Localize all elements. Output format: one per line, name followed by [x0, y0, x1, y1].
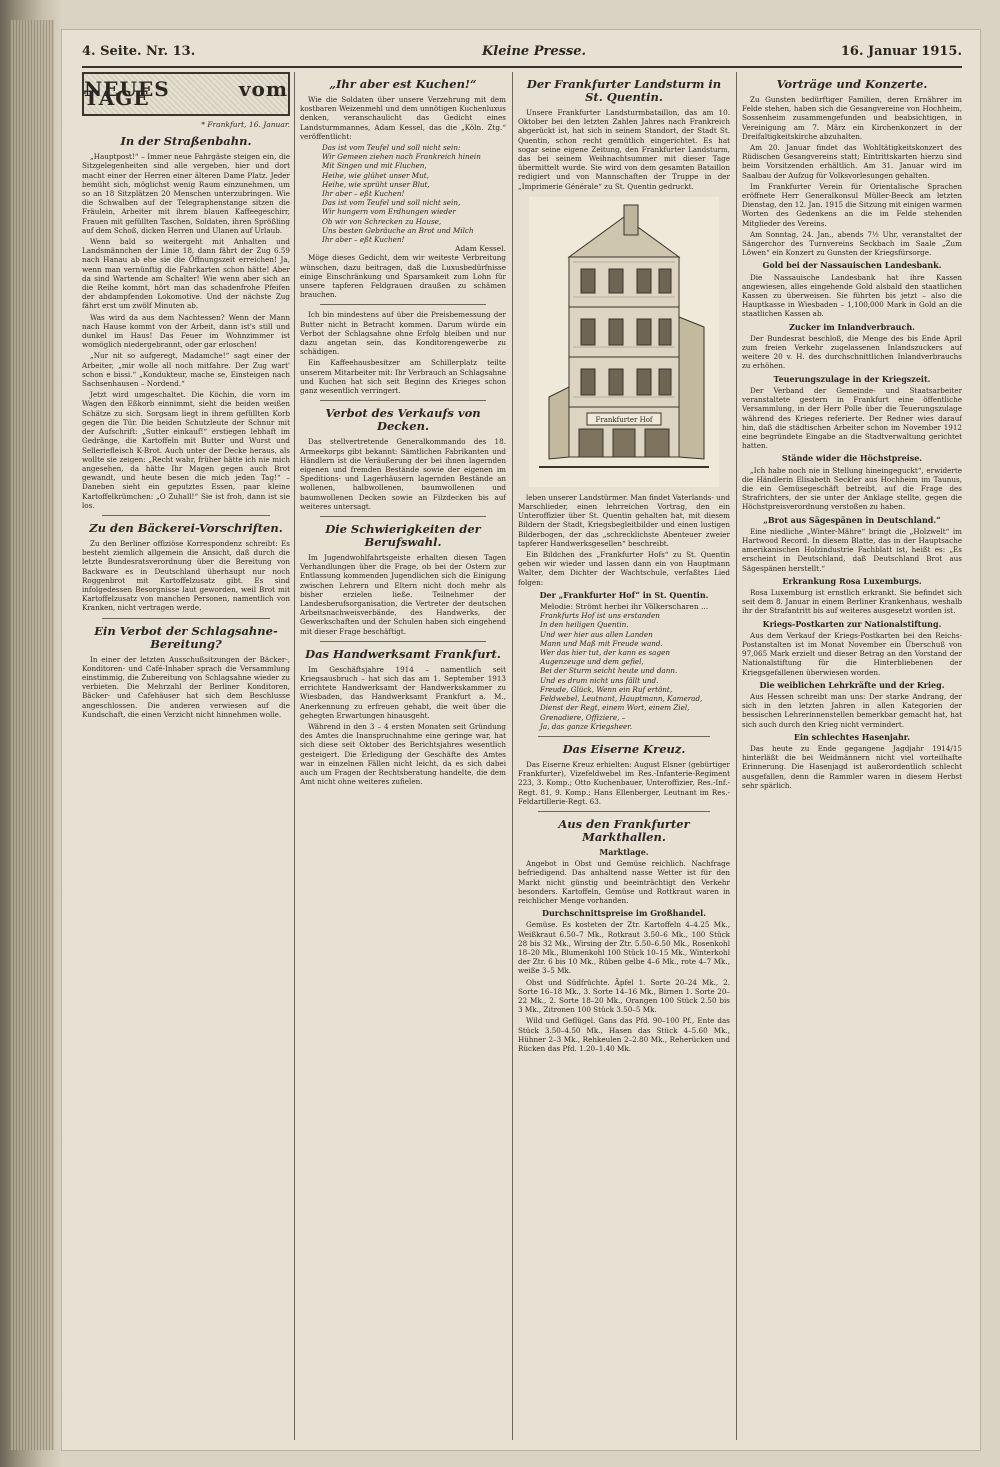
article-paragraph: Ein Bildchen des „Frankfurter Hofs“ zu St. Quentin geben wir wieder und lassen dann ein von Hauptmann Walter, dem Dichter der Wachtschule, verfaßtes Lied folgen:: [518, 550, 730, 587]
poem-line: Ihr aber – eßt Kuchen!: [322, 235, 405, 245]
song: [518, 611, 730, 731]
article-paragraph: Im Frankfurter Verein für Orientalische Sprachen eröffnete Herr Generalkonsul Müller-Beeck am letzten Dienstag, den 12. Jan. 1915 die Sitzung mit einigen warmen Worten des Gedenkens an die im Felde stehenden Mitglieder des Vereins.: [742, 181, 962, 228]
article-subheadline: Zucker im Inlandverbrauch.: [789, 321, 915, 332]
column-rule: [294, 72, 295, 1440]
article-paragraph: Im Jugendwohlfahrtsgeiste erhalten diesen Tagen Verhandlungen über die Frage, ob bei der Ostern zur Entlassung kommenden Jugendlichen sich die Einigung zwischen Lehrern und Eltern nicht doch mehr als bisher erzielen ließe. Teilnehmer der Landesberufsorganisation, die Vertreter der deutschen Arbeitsnachweisverbände, des Handwerks, der Gewerkschaften und der Schulen haben sich eingehend mit dieser Frage beschäftigt.: [300, 552, 506, 636]
article-paragraph: Was wird da aus dem Nachtessen? Wenn der Mann nach Hause kommt von der Arbeit, dann ist's still und dunkel im Haus! Das Feuer im Wohnzimmer ist womöglich niedergebrannt, oder gar erloschen!: [82, 312, 290, 350]
book-binding: [0, 0, 62, 1467]
column-4: [742, 72, 962, 1440]
article-paragraph: Ich bin mindestens auf über die Preisbemessung der Butter nicht in Betracht kommen. Darum würde ein Verbot der Schlagsahne ohne Erfolg bleiben und nur dazu angetan sein, das Konditorengewerbe zu schädigen.: [300, 310, 506, 357]
divider: [538, 736, 710, 737]
song-line: Mann und Maß mit Freude wand.: [540, 638, 663, 648]
poem-line: Uns besten Gebräuche an Brot und Milch: [322, 225, 474, 235]
article-headline: Verbot des Verkaufs von Decken.: [325, 406, 481, 434]
article-headline: Zu den Bäckerei-Vorschriften.: [89, 520, 283, 535]
building-illustration: [529, 197, 719, 487]
article-paragraph: Wie die Soldaten über unsere Verzehrung mit dem kostbaren Weizenmehl und dem unnötigen Kuchenluxus denken, veranschaulicht das Gedicht eines Landsturmmannes, Adam Kessel, das die „Köln. Ztg.“ veröffentlicht:: [300, 95, 506, 141]
article-headline: Das Handwerksamt Frankfurt.: [305, 646, 501, 661]
song-line: Feldwebel, Leutnant, Hauptmann, Kamerad,: [540, 694, 703, 704]
article-paragraph: „Ich habe noch nie in Stellung hineingeguckt“, erwiderte die Händlerin Elisabeth Seckler aus Hochheim im Taunus, die ein Gemüsegeschäft betreibt, auf die Frage des Strafrichters, der sie unter der Anklage stellte, gegen die Höchstpreisverordnung verstoßen zu haben.: [742, 465, 962, 512]
article-headline: Vorträge und Konzerte.: [776, 77, 928, 91]
article-paragraph: Der Bundesrat beschloß, die Menge des bis Ende April zum freien Verkehr zugelassenen Inlandszuckers auf weitere 20 v. H. des durchschnittlichen Inlandverbrauchs zu erhöhen.: [742, 333, 962, 371]
page-stack-edge: [10, 20, 54, 1450]
song-line: Freude, Glück, Wenn ein Ruf ertönt,: [540, 684, 673, 694]
column-1: [82, 72, 290, 1440]
song-melody: Melodie: Strömt herbei ihr Völkerscharen ...: [539, 602, 709, 612]
article-headline: Der Frankfurter Landsturm in St. Quentin.: [526, 77, 722, 104]
divider: [102, 618, 270, 619]
divider: [102, 515, 270, 516]
article-headline: Das Eiserne Kreuz.: [562, 741, 686, 756]
poem-line: Wir hungern vom Erdhungen wieder: [322, 207, 456, 217]
article-paragraph: Zu den Berliner offiziöse Korrespondenz schreibt: Es besteht ziemlich allgemein die Ansicht, daß durch die letzte Bundesratsverordnung über die Bereitung von Backware es in Deutschland überhaupt nur noch Roggenbrot mit Kartoffelzusatz gibt. Es sind infolgedessen Besorgnisse laut geworden, weil Brot mit Kartoffelzusatz von manchen Personen, namentlich von Kranken, nicht vertragen werde.: [82, 538, 290, 613]
article-paragraph: Das heute zu Ende gegangene Jagdjahr 1914/15 hinterläßt die bei Weidmännern nicht viel vorteilhafte Erinnerung. Die Hasenjagd ist außerordentlich schlecht ausgefallen, denn die Rammler waren in diesem Herbst sehr spärlich.: [742, 744, 962, 790]
article-subheadline: Gold bei der Nassauischen Landesbank.: [762, 260, 942, 271]
article-paragraph: Das stellvertretende Generalkommando des 18. Armeekorps gibt bekannt: Sämtlichen Fabrikanten und Händlern ist die Veräußerung der bei ihnen lagernden eigenen und fremden Bestände sowie der eigenen im Speditions- und Lagerhäusern lagernden Bestände an wollenen, halbwollenen, baumwollenen und baumwollenen Decken sowie an Filzdecken bis auf weiteres untersagt.: [300, 437, 506, 511]
poem-signature: Adam Kessel.: [455, 244, 506, 254]
article-paragraph: Gemüse. Es kosteten der Ztr. Kartoffeln 4–4.25 Mk., Weißkraut 6.50–7 Mk., Rotkraut 3.50–6 Mk., 100 Stück 28 bis 32 Mk., Wirsing der Ztr. 5.50–6.50 Mk., Rosenkohl 18–20 Mk., Blumenkohl 100 Stück 10–15 Mk., Winterkohl der Ztr. 6 bis 10 Mk., Rüben gelbe 4–6 Mk., rote 4–7 Mk., weiße 3–5 Mk.: [518, 920, 730, 976]
song-title: Der „Frankfurter Hof“ in St. Quentin.: [539, 589, 709, 600]
divider: [320, 304, 486, 305]
section-subhead: Durchschnittspreise im Großhandel.: [542, 908, 706, 919]
article-paragraph: Am 20. Januar findet das Wohltätigkeitskonzert des Rüdischen Gesangvereins statt; Eintrittskarten hierzu sind beim Vorsitzenden erhältlich. Am 31. Januar wird im Saalbau der Aufzug für Volksvorlesungen gehalten.: [742, 143, 962, 180]
article-paragraph: Das Eiserne Kreuz erhielten: August Elsner (gebürtiger Frankfurter), Vizefeldwebel im Res.-Infanterie-Regiment 223, 3. Komp.; Otto Kuchenbauer, Unteroffizier, Res.-Inf.-Regt. 81, 9. Komp.; Hans Ellenberger, Leutnant im Res.-Feldartillerie-Regt. 63.: [518, 759, 730, 806]
column-3: [518, 72, 730, 1440]
article-paragraph: Jetzt wird umgeschaltet. Die Köchin, die vorn im Wagen den Eßkorb einnimmt, sieht die beiden weißen Schätze zu sich. Sorgsam liegt in ihrem gefüllten Korb gegen die Tür. Die beiden Schutzleute der Schnur mit der Aufschrift: „Sutter einkauf!“ erstiegen lebhaft im Gedränge, die Kartoffeln mit Butter und Wurst und Selleriefleisch K-Brot. Auch unter der Decke heraus, als wollte sie zeigen: „Recht wahr, früher hätte ich nie mich angesehen, da hätte Ihr Magen gegen auch Brot gewandt, und heute besen die mich jeden Tag!“ – Daneben sieht ein geputztes Essen, paar kleine Kartoffelkrümchen: „O Zuhall!“ Sie ist froh, dann ist sie los.: [82, 390, 290, 510]
article-headline: Ein Verbot der Schlagsahne-Bereitung?: [94, 623, 278, 651]
poem-line: Das ist vom Teufel und soll nicht sein:: [322, 143, 461, 153]
article-paragraph: Möge dieses Gedicht, dem wir weiteste Verbreitung wünschen, dazu beitragen, daß die Luxusbedürfnisse einige Einschränkung und Sparsamkeit zum Lohn für unsere tapferen Feldgrauen draußen zu schämen brauchen.: [300, 253, 506, 300]
header-page-number: 4. Seite. Nr. 13.: [82, 44, 196, 59]
song-line: In den heiligen Quentin.: [540, 620, 629, 630]
divider: [538, 811, 710, 812]
article-paragraph: Während in den 3 – 4 ersten Monaten seit Gründung des Amtes die Inanspruchnahme eine geringe war, hat sich diese seit Oktober des Berichtsjahres wesentlich gesteigert. Die Erledigung der Geschäfte des Amtes war in einzelnen Fällen nicht leicht, da es sich dabei auch um Fragen der Rechtsberatung handelte, die dem Amt nicht ohne weiteres zufielen.: [300, 721, 506, 787]
article-paragraph: Obst und Südfrüchte. Äpfel 1. Sorte 20–24 Mk., 2. Sorte 16–18 Mk., 3. Sorte 14–16 Mk., Birnen 1. Sorte 20–22 Mk., 2. Sorte 18–20 Mk., Orangen 100 Stück 2.50 bis 3 Mk., Zitronen 100 Stück 3.50–5 Mk.: [518, 977, 730, 1015]
song-line: Und es drum nicht uns fällt und.: [540, 675, 659, 685]
article-paragraph: Unsere Frankfurter Landsturmbataillon, das am 10. Oktober bei den letzten Zahlen Jahres nach Frankreich abgerückt ist, hat sich in seinem Standort, der Stadt St. Quentin, schon recht gemütlich eingerichtet. Es hat sogar seine eigene Zeitung, den Frankfurter Landsturm, das bei seinem Weihnachtsummer mit dieser Tage übermittelt wurde. Sie wird von dem gesamten Bataillon redigiert und von Mannschaften der Truppe in der „Imprimerie Générale“ zu St. Quentin gedruckt.: [518, 108, 730, 191]
building-drawing: [529, 197, 719, 487]
article-subheadline: Teuerungszulage in der Kriegszeit.: [773, 373, 931, 384]
poem-line: Ob wir von Schrecken zu Hause,: [322, 216, 442, 226]
article-headline: In der Straßenbahn.: [120, 134, 252, 149]
divider: [320, 641, 486, 642]
song-line: Dienst der Regt, einem Wort, einem Ziel,: [540, 703, 690, 713]
article-paragraph: Ein Kaffeehausbesitzer am Schillerplatz teilte unserem Mitarbeiter mit: Ihr Verbrauch an Schlagsahne und Kuchen hat sich seit Beginn des Krieges schon ganz wesentlich verringert.: [300, 358, 506, 396]
article-subheadline: Ein schlechtes Hasenjahr.: [793, 731, 911, 742]
song-line: Ja, das ganze Kriegsheer.: [540, 721, 633, 731]
article-paragraph: Der Verband der Gemeinde- und Staatsarbeiter veranstaltete gestern in Frankfurt eine öffentliche Versammlung, in der Herr Polle über die Teuerungszulage während des Krieges referierte. Der Redner wies darauf hin, daß die städtischen Arbeiter schon im November 1912 eine begründete Eingabe an die Stadtverwaltung gerichtet hatten.: [742, 385, 962, 451]
song-line: Wer das hier tut, der kann es sagen: [540, 648, 670, 658]
divider: [320, 400, 486, 401]
article-subheadline: Stände wider die Höchstpreise.: [781, 453, 923, 464]
article-subheadline: Die weiblichen Lehrkräfte und der Krieg.: [759, 679, 945, 690]
article-subheadline: Kriegs-Postkarten zur Nationalstiftung.: [762, 618, 942, 629]
poem-line: Ihr aber – eßt Kuchen!: [322, 189, 405, 199]
column-2: [300, 72, 506, 1440]
newspaper-page: [62, 30, 980, 1450]
article-paragraph: „Nur nit so aufgeregt, Madamche!“ sagt einer der Arbeiter, „mir wolle all noch mitfahre. Der Zug wart' schon e bissi.“ „Kondukteur, mache se, Einsteigen nach Sachsenhausen – Nordend.“: [82, 351, 290, 389]
section-masthead: NEUES vom TAGE: [82, 72, 290, 116]
article-paragraph: Eine niedliche „Winter-Mähre“ bringt die „Holzwelt“ im Hartwood Record. In diesem Blatte, das in der Hauptsache amerikanischen Holzindustrie Fachblatt ist, heißt es: „Es erscheint in Deutschland, daß Deutschland Brot aus Sägespänen herstellt.“: [742, 526, 962, 573]
poem-line: Das ist vom Teufel und soll nicht sein,: [322, 198, 461, 208]
dateline: * Frankfurt, 16. Januar.: [201, 120, 290, 129]
song-line: Bei der Sturm seicht heute und dann.: [540, 666, 678, 676]
article-paragraph: „Hauptpost!“ – Immer neue Fahrgäste steigen ein, die Sitzgelegenheiten sind alle vergeben, hier und dort macht einer der Herren einer älteren Dame Platz. Jeder bemüht sich, möglichst wenig Raum einzunehmen, um so an 18 Sitzplätzen 20 Menschen unterzubringen. Wie die Schwalben auf der Telegraphenstange sitzen die Fräulein, Arbeiter mit ihrem blauen Kaffeegeschirr, Frauen mit gefüllten Taschen, Soldaten, ihren Sprößling auf dem Schoß, dicken Herren und Ulanen auf Urlaub.: [82, 152, 290, 235]
song-line: Frankfurts Hof ist uns erstanden: [540, 611, 660, 621]
article-paragraph: Die Nassauische Landesbank hat ihre Kassen angewiesen, alles eingehende Gold alsbald den staatlichen Kassen zu überweisen. Sie führten bis jetzt – also die Hauptkasse in Wiesbaden – 1,100,000 Mark in Gold an die staatlichen Kassen ab.: [742, 272, 962, 319]
article-paragraph: leben unserer Landstürmer. Man findet Vaterlands- und Marschlieder, einen lehrreichen Vortrag, den ein Unteroffizier über St. Quentin gehalten hat, mit diesem Bildern der Stadt, Kriegsbegleitbilder und einen lustigen Bilderbogen, der das „schrecklichste Abenteuer zweier tapferer Handwerksgesellen“ beschreibt.: [518, 492, 730, 548]
article-headline: „Ihr aber est Kuchen!“: [329, 77, 477, 91]
article-subheadline: Erkrankung Rosa Luxemburgs.: [782, 575, 922, 586]
article-headline: Die Schwierigkeiten der Berufswahl.: [325, 521, 481, 549]
poem-line: Heihe, wie sprüht unser Blut,: [322, 179, 430, 189]
article-paragraph: Wenn bald so weitergeht mit Anhalten und Landsmännchen der Linie 18, dann fährt der Zug 6.59 nach Hanau ab ehe sie die Öffnungszeit erreichen! Ja, wenn man vernünftig die Fahrkarten schon hätte! Aber da sind Wartende am Schalter! Wie wenn aber sich an die Reihe kommt, hört man das schadenfrohe Pfeifen der abdampfenden Lokomotive. Und der nächste Zug fährt erst um zwölf Minuten ab.: [82, 237, 290, 311]
poem-line: Wir Gemeen ziehen nach Frankreich hinein: [322, 152, 481, 162]
column-rule: [736, 72, 737, 1440]
article-headline: Aus den Frankfurter Markthallen.: [558, 816, 690, 844]
header-paper-name: Kleine Presse.: [482, 44, 587, 59]
poem: [300, 143, 506, 244]
column-rule: [512, 72, 513, 1440]
illustration-sign: Frankfurter Hof: [595, 415, 653, 424]
article-paragraph: In einer der letzten Ausschußsitzungen der Bäcker-, Konditoren- und Café-Inhaber sprach die Versammlung einstimmig, die Zubereitung von Schlagsahne wieder zu verbieten. Die Mehrzahl der Berliner Konditoren, Bäcker- und Cafehäuser hat sich dem Beschlusse angeschlossen. Die anderen verwiesen auf die Kundschaft, die einen Verzicht nicht hinnehmen wolle.: [82, 654, 290, 719]
article-paragraph: Zu Gunsten bedürftiger Familien, deren Ernährer im Felde stehen, haben sich die Gesangvereine von Hochheim, Sossenheim zusammengefunden und beabsichtigen, in Vereinigung am 7. März ein Kirchenkonzert in der Dreifaltigkeitskirche abzuhalten.: [742, 95, 962, 141]
article-paragraph: Angebot in Obst und Gemüse reichlich. Nachfrage befriedigend. Das anhaltend nasse Wetter ist für den Markt nicht günstig und beeinträchtigt den Verkehr besonders. Kartoffeln, Gemüse und Rottkraut waren in reichlicher Menge vorhanden.: [518, 859, 730, 905]
article-paragraph: Im Geschäftsjahre 1914 – namentlich seit Kriegsausbruch – hat sich das am 1. September 1913 errichtete Handwerksamt der Handwerkskammer zu Wiesbaden, das Handwerksamt Frankfurt a. M., Anerkennung zu erfreuen gehabt, die weit über die gehegten Erwartungen hinausgeht.: [300, 664, 506, 720]
divider: [320, 516, 486, 517]
poem-line: Heihe, wie glühet unser Mut,: [322, 170, 429, 180]
header-date: 16. Januar 1915.: [840, 44, 962, 59]
article-subheadline: „Brot aus Sägespänen in Deutschland.“: [763, 514, 941, 525]
article-paragraph: Aus Hessen schreibt man uns: Der starke Andrang, der sich in den letzten Jahren in allen Kategorien der bessischen Lehrerinnenstellen bemerkbar gemacht hat, hat sich auch durch den Krieg nicht vermindert.: [742, 691, 962, 729]
article-paragraph: Rosa Luxemburg ist ernstlich erkrankt. Sie befindet sich seit dem 8. Januar in einem Berliner Krankenhaus, weshalb ihr der Strafantritt bis auf weiteres ausgesetzt worden ist.: [742, 587, 962, 616]
song-line: Und wer hier aus allen Landen: [540, 629, 653, 639]
section-subhead: Marktlage.: [599, 846, 649, 857]
article-paragraph: Am Sonntag, 24. Jan., abends 7½ Uhr, veranstaltet der Sängerchor des Turnvereins Seckbach im Saale „Zum Löwen“ ein Konzert zu Gunsten der Kriegsfürsorge.: [742, 229, 962, 258]
article-paragraph: Wild und Geflügel. Gans das Pfd. 90–100 Pf., Ente das Stück 3.50–4.50 Mk., Hasen das Stück 4–5.60 Mk., Hühner 2–3 Mk., Rehkeulen 2–2.80 Mk., Reherücken und Rücken das Pfd. 1.20–1.40 Mk.: [518, 1016, 730, 1053]
article-paragraph: Aus dem Verkauf der Kriegs-Postkarten bei den Reichs-Postanstalten ist im Monat November ein Überschuß von 97,065 Mark erzielt und dieser Betrag an den Vorstand der Nationalstiftung für die Hinterbliebenen der Kriegsgefallenen überwiesen worden.: [742, 630, 962, 677]
page-header: [82, 40, 962, 68]
song-line: Augenzeuge und dem gefiel,: [540, 657, 644, 667]
song-line: Grenadiere, Offiziere, –: [540, 712, 626, 722]
poem-line: Mit Singen und mit Fluchen,: [322, 161, 427, 171]
